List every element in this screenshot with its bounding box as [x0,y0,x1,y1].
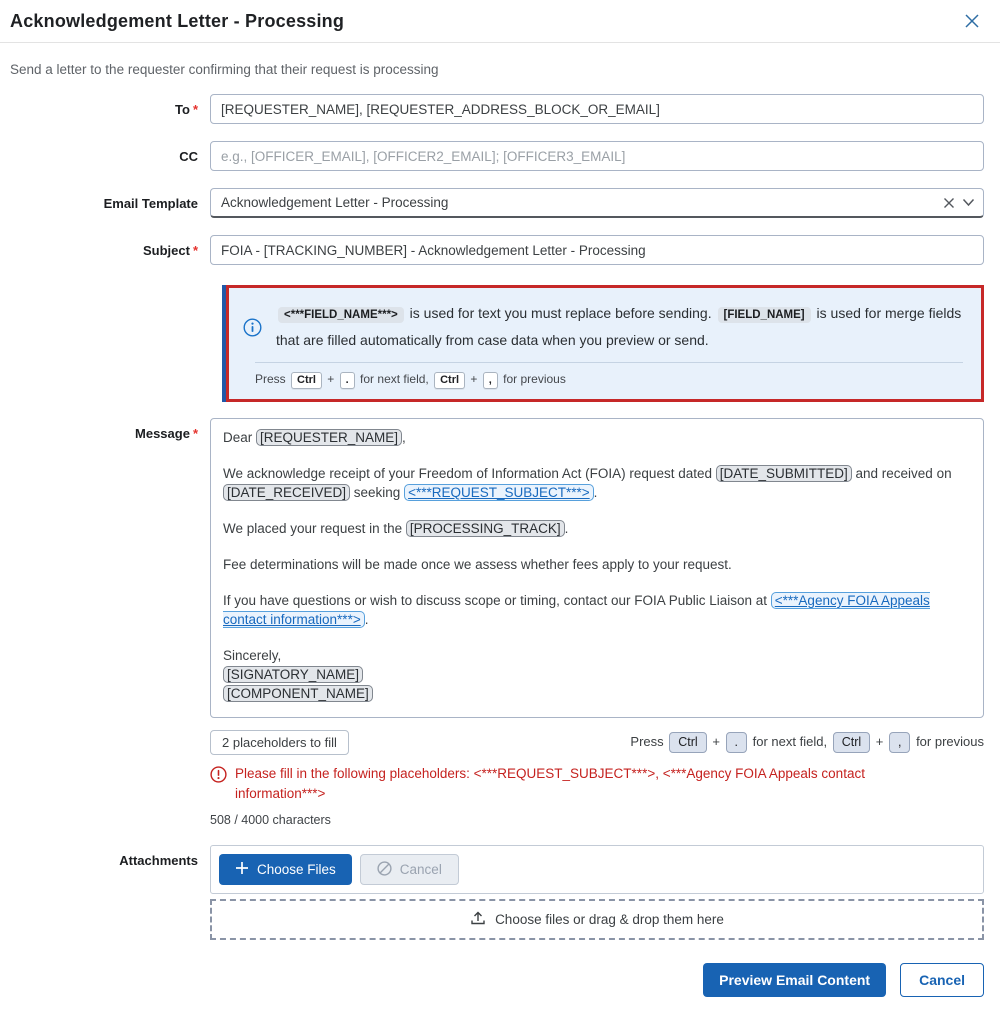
attachments-label: Attachments [119,853,198,868]
required-asterisk: * [192,243,198,258]
dialog-footer [0,963,984,997]
preview-email-content-button[interactable]: Preview Email Content [703,963,886,997]
chevron-down-icon [962,195,975,210]
text-segment: and received on [851,466,952,481]
required-asterisk: * [192,102,198,117]
file-dropzone[interactable] [210,899,984,940]
message-paragraph [223,428,971,447]
text-segment: . [593,485,598,500]
cc-label: CC [179,149,198,164]
page-title: Acknowledgement Letter - Processing [10,10,345,31]
text-segment: seeking [350,485,405,500]
cc-row [0,141,984,171]
validation-error [210,764,984,804]
text-segment: . [364,612,369,627]
validation-error-text: Please fill in the following placeholders: <***REQUEST_SUBJECT***>, <***Agency FOIA Appeals contact information***> [235,766,865,801]
clear-selection-button[interactable] [943,197,955,209]
subject-row [0,235,984,265]
dropzone-text: Choose files or drag & drop them here [495,912,724,927]
merge-field-chip: [SIGNATORY_NAME] [223,666,363,683]
keyboard-shortcut-hint: Press Ctrl + . for next field, Ctrl + , for previous [630,732,984,753]
divider [255,362,963,363]
text-segment: is used for text you must replace before sending. [405,305,716,321]
placeholders-to-fill-button[interactable]: 2 placeholders to fill [210,730,349,755]
message-paragraph [223,555,971,574]
character-count: 508 / 4000 characters [210,813,331,827]
text-segment: Dear [223,430,257,445]
clear-x-icon [943,197,955,212]
cancel-circle-icon [377,861,392,879]
merge-field-chip: [DATE_SUBMITTED] [716,465,852,482]
field-token-pill: [FIELD_NAME] [718,307,811,323]
message-paragraph [223,464,971,502]
close-icon [962,19,982,34]
message-paragraph [223,519,971,538]
kbd-key: Ctrl [291,372,322,389]
cancel-upload-button[interactable]: Cancel [360,854,459,885]
dropdown-toggle-button[interactable] [962,198,975,207]
text-segment: We placed your request in the [223,521,406,536]
error-icon [210,766,227,804]
kbd-key: Ctrl [434,372,465,389]
placeholder-field-chip[interactable]: <***REQUEST_SUBJECT***> [404,484,594,501]
dialog-subtitle: Send a letter to the requester confirming that their request is processing [10,62,439,77]
message-label: Message * [135,426,198,441]
email-template-row [0,188,984,218]
message-paragraph [223,591,971,629]
kbd-key: . [340,372,355,389]
field-token-pill: <***FIELD_NAME***> [278,307,404,323]
kbd-key: , [483,372,498,389]
text-segment: Sincerely, [223,648,282,663]
kbd-key: . [726,732,747,753]
attachments-row [0,845,984,940]
kbd-key: , [889,732,910,753]
text-segment: is used for merge fields that are filled automatically from case data when you preview or send. [276,305,962,348]
message-paragraph [223,646,971,703]
choose-files-button[interactable]: Choose Files [219,854,352,885]
upload-icon [470,910,486,929]
message-row [0,418,984,827]
plus-icon [235,861,249,878]
text-segment: Fee determinations will be made once we assess whether fees apply to your request. [223,557,732,572]
message-editor[interactable] [210,418,984,718]
email-template-value: Acknowledgement Letter - Processing [221,195,449,210]
info-icon [243,318,262,337]
text-segment: If you have questions or wish to discuss scope or timing, contact our FOIA Public Liaison at [223,593,771,608]
to-input[interactable] [210,94,984,124]
subject-label: Subject * [142,243,198,258]
to-label: To * [175,102,198,117]
info-alert-text [276,301,965,353]
close-button[interactable] [960,9,984,33]
info-alert [226,285,984,402]
placeholder-field-chip[interactable]: <***Agency FOIA Appeals contact information***> [223,593,930,627]
text-segment: We acknowledge receipt of your Freedom of Information Act (FOIA) request dated [223,466,716,481]
merge-field-chip: [PROCESSING_TRACK] [406,520,565,537]
merge-field-chip: [DATE_RECEIVED] [223,484,350,501]
cc-input[interactable] [210,141,984,171]
attachments-toolbar [210,845,984,894]
text-segment: . [564,521,569,536]
kbd-key: Ctrl [669,732,706,753]
text-segment: , [402,430,406,445]
to-row [0,94,984,124]
subject-input[interactable] [210,235,984,265]
merge-field-chip: [COMPONENT_NAME] [223,685,373,702]
required-asterisk: * [192,426,198,441]
merge-field-chip: [REQUESTER_NAME] [256,429,402,446]
kbd-key: Ctrl [833,732,870,753]
dialog-header [0,0,1000,43]
email-template-select[interactable] [210,188,984,218]
cancel-button[interactable]: Cancel [900,963,984,997]
email-template-label: Email Template [103,196,198,211]
info-alert-highlight [222,285,984,402]
keyboard-shortcut-hint: Press Ctrl + . for next field, Ctrl + , for previous [255,372,965,389]
